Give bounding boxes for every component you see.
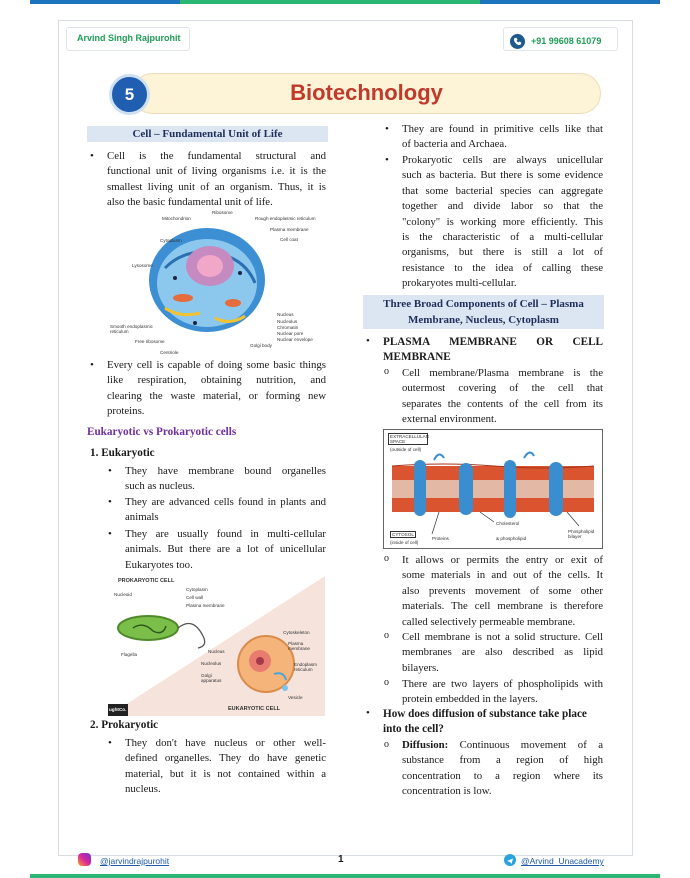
- fig-label: Golgi apparatus: [201, 673, 222, 683]
- chapter-title: Biotechnology: [290, 80, 443, 105]
- bullet-dot: •: [385, 154, 389, 166]
- fig-label: Plasma membrane: [186, 603, 225, 608]
- cell-functions-paragraph: Every cell is capable of doing some basic things like respiration, obtaining nutrition, and clearing the waste material, or forming new proteins.: [107, 359, 326, 418]
- membrane-label: (outside of cell): [390, 447, 422, 452]
- bullet-dot: •: [108, 496, 112, 508]
- animal-cell-diagram: [105, 208, 316, 358]
- cell-label: Plasma membrane: [270, 227, 309, 232]
- circle-bullet: o: [384, 630, 389, 641]
- circle-bullet: o: [384, 677, 389, 688]
- prok-cont-bullet-1: They are found in primitive cells like that of bacteria and Archaea.: [402, 123, 603, 151]
- bullet-dot: •: [385, 123, 389, 135]
- euk-bullet-2: They are advanced cells found in plants and animals: [125, 496, 326, 524]
- membrane-label: EXTRACELLULAR SPACE: [390, 434, 430, 444]
- cell-label: Centriole: [160, 350, 179, 355]
- chapter-number: 5: [109, 74, 150, 115]
- page-number: 1: [338, 854, 344, 865]
- telegram-icon: [504, 854, 516, 866]
- cell-label: Mitochondrion: [162, 216, 191, 221]
- cell-label: Lysosome: [132, 263, 153, 268]
- circle-bullet: o: [384, 553, 389, 564]
- pm-sub-1: Cell membrane/Plasma membrane is the outermost covering of the cell that separates the contents of the cell from its external environment.: [402, 367, 603, 426]
- bullet-dot: •: [108, 737, 112, 749]
- bullet-dot: •: [108, 465, 112, 477]
- bullet-dot: •: [366, 335, 370, 347]
- bullet-dot: •: [108, 528, 112, 540]
- prokaryotic-cell-title: PROKARYOTIC CELL: [118, 578, 175, 584]
- phone-number: +91 99608 61079: [531, 36, 602, 46]
- prok-euk-comparison-figure: [108, 576, 325, 716]
- phone-icon: [510, 34, 525, 49]
- cell-label: Smooth endoplasmic reticulum: [110, 324, 153, 334]
- cell-label: Nucleolus: [277, 319, 298, 324]
- author-name: Arvind Singh Rajpurohit: [66, 27, 190, 51]
- instagram-icon: [78, 853, 91, 866]
- diffusion-heading: How does diffusion of substance take place into the cell?: [383, 708, 587, 736]
- fig-label: Nucleolus: [201, 661, 222, 666]
- page-footer: [58, 852, 633, 870]
- top-accent-bar: [30, 0, 660, 4]
- cell-definition-paragraph: Cell is the fundamental structural and functional unit of living organisms i.e. it is the smallest living unit of an organism. Thus, it is also the basic fundamental unit of life.: [107, 150, 326, 209]
- membrane-label: & phospholipid: [496, 536, 527, 541]
- bottom-accent-bar: [30, 874, 660, 878]
- bullet-dot: •: [90, 150, 94, 162]
- membrane-label: CYTOSOL: [392, 532, 414, 537]
- diffusion-definition: Diffusion: Continuous movement of a substance from a region of high concentration to a region where its concentration is low.: [402, 739, 603, 798]
- membrane-label: Proteins: [432, 536, 449, 541]
- cell-label: Nuclear pore: [277, 331, 304, 336]
- cell-label: Golgi body: [250, 343, 272, 348]
- fig-label: Cytoskeleton: [283, 630, 310, 635]
- cell-label: Nuclear envelope: [277, 337, 313, 342]
- section-heading-euk-vs-prok: Eukaryotic vs Prokaryotic cells: [87, 426, 237, 438]
- pm-sub-3: Cell membrane is not a solid structure. Cell membranes are also described as lipid bilayers.: [402, 631, 603, 674]
- membrane-label: Phospholipid bilayer: [568, 529, 595, 539]
- cell-label: Chromatin: [277, 325, 299, 330]
- fig-label: Vesicle: [288, 695, 303, 700]
- instagram-handle[interactable]: @jarvindrajpurohit: [100, 856, 170, 866]
- chapter-title-banner: [132, 73, 601, 114]
- fig-label: Plasma membrane: [288, 641, 310, 651]
- prokaryotic-heading: 2. Prokaryotic: [90, 719, 159, 731]
- eukaryotic-cell-title: EUKARYOTIC CELL: [228, 706, 281, 712]
- section-heading-three-components: Three Broad Components of Cell – Plasma Membrane, Nucleus, Cytoplasm: [363, 295, 604, 329]
- plasma-membrane-diagram: [383, 429, 603, 549]
- circle-bullet: o: [384, 739, 389, 750]
- bullet-dot: •: [90, 359, 94, 371]
- eukaryotic-heading: 1. Eukaryotic: [90, 447, 155, 459]
- fig-label: Nucleus: [208, 649, 225, 654]
- fig-label: Cell wall: [186, 595, 204, 600]
- pm-sub-4: There are two layers of phospholipids with protein embedded in the layers.: [402, 678, 603, 706]
- prok-bullet-1: They don't have nucleus or other well- defined organelles. They do have genetic material, but it is not contained within a nucleus.: [125, 737, 326, 796]
- membrane-label: Cholesterol: [496, 521, 520, 526]
- euk-bullet-1: They have membrane bound organelles such as nucleus.: [125, 465, 326, 493]
- prok-cont-bullet-2: Prokaryotic cells are always unicellular such as bacteria. But there is some evidence that some bacterial species can aggregate together and divide labor so that the "colony" is working more efficiently. This is the characteristic of a multi-cellular organisms, but there is still a lot of resistance to the idea of calling these prokaryotes multi-cellular.: [402, 154, 603, 290]
- cell-label: Ribosome: [212, 210, 233, 215]
- cell-label: Rough endoplasmic reticulum: [255, 216, 316, 221]
- circle-bullet: o: [384, 366, 389, 377]
- telegram-handle[interactable]: @Arvind_Unacademy: [521, 856, 604, 866]
- section-heading-cell: Cell – Fundamental Unit of Life: [87, 126, 328, 142]
- membrane-label: (inside of cell): [390, 540, 419, 545]
- cell-label: Cell coat: [280, 237, 298, 242]
- fig-label: Cytoplasm: [186, 587, 208, 592]
- euk-bullet-3: They are usually found in multi-cellular animals. But there are a lot of unicellular Eukaryotes too.: [125, 528, 326, 571]
- plasma-membrane-heading: PLASMA MEMBRANE OR CELL MEMBRANE: [383, 336, 603, 364]
- cell-label: Nucleus: [277, 312, 294, 317]
- pm-sub-2: It allows or permits the entry or exit of some materials in and out of the cells. It also prevents movement of some other materials. The cell membrane is therefore called selectively permeable membrane.: [402, 554, 603, 628]
- fig-label: Nucleoid: [114, 592, 132, 597]
- image-watermark: ughtCo.: [109, 707, 127, 712]
- cell-label: Free ribosome: [135, 339, 165, 344]
- bullet-dot: •: [366, 707, 370, 719]
- cell-label: Cytoplasm: [160, 238, 182, 243]
- phone-contact[interactable]: [503, 27, 618, 51]
- fig-label: Endoplasm reticulum: [294, 662, 317, 672]
- fig-label: Flagella: [121, 652, 138, 657]
